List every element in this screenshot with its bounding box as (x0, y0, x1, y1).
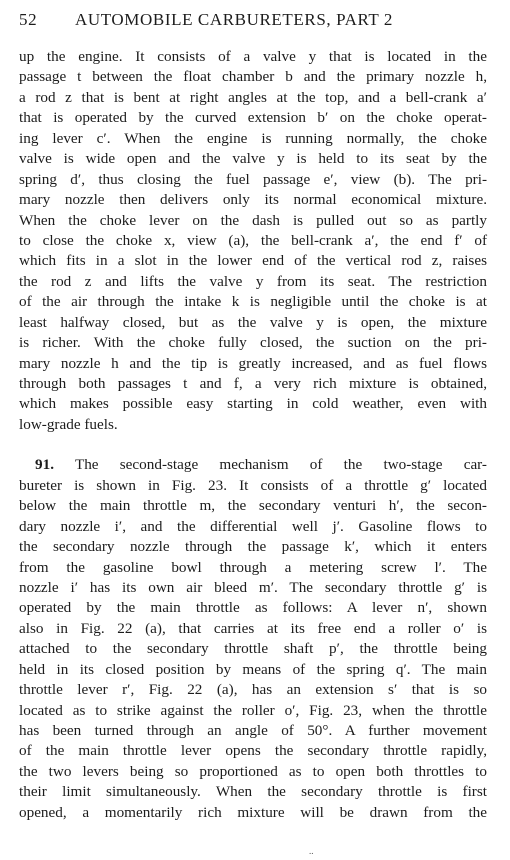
page-number: 52 (19, 10, 38, 29)
text-line: attached to the secondary throttle shaft p′, the throttle being (19, 640, 487, 658)
text-line: valve is wide open and the valve y is held to its seat by the (19, 150, 487, 168)
text-line: the rod z and lifts the valve y from its seat. The restriction (19, 272, 487, 290)
paragraph-gap (19, 435, 487, 455)
text-line: a rod z that is bent at right angles at the top, and a bell-crank a′ (19, 88, 487, 106)
text-line: opened, a momentarily rich mixture will be drawn from the (19, 803, 487, 821)
section-first-line-text: The second-stage mechanism of the two-stage car- (74, 456, 487, 474)
text-line: up the engine. It consists of a valve y that is located in the (19, 48, 487, 65)
text-line: mary nozzle then delivers only its normal economical mixture. (19, 191, 487, 209)
text-line: through both passages t and f, a very rich mixture is obtained, (19, 375, 487, 392)
text-line: throttle lever r′, Fig. 22 (a), has an extension s′ that is so (19, 681, 487, 699)
text-line: low-grade fuels. (19, 415, 118, 433)
text-line: below the main throttle m, the secondary venturi h′, the secon- (19, 497, 487, 515)
text-line: mary nozzle h and the tip is greatly increased, and as fuel flows (19, 354, 487, 372)
text-line: which makes possible easy starting in cold weather, even with (19, 395, 487, 413)
text-line: nozzle i′ has its own air bleed m′. The secondary throttle g′ is (19, 578, 487, 596)
text-line: bureter is shown in Fig. 23. It consists of a throttle g′ located (19, 476, 487, 494)
text-line: is richer. With the choke fully closed, the suction on the pri- (19, 334, 487, 352)
section-91 (19, 455, 487, 823)
footer-mark: .. (309, 846, 314, 856)
section-first-line (19, 455, 487, 475)
text-line: that is operated by the curved extension b′ on the choke operat- (19, 109, 487, 127)
text-line: from the gasoline bowl through a metering screw l′. The (19, 558, 487, 576)
paragraph-continued (19, 47, 487, 435)
text-line: passage t between the float chamber b and the primary nozzle h, (19, 68, 487, 86)
text-line: operated by the main throttle as follows: A lever n′, shown (19, 599, 487, 617)
text-line: the two levers being so proportioned as to open both throttles to (19, 762, 487, 780)
text-line: their limit simultaneously. When the secondary throttle is first (19, 783, 487, 801)
text-line: which fits in a slot in the lower end of the vertical rod z, raises (19, 252, 487, 270)
text-line: of the air through the intake k is negligible until the choke is at (19, 293, 487, 311)
text-line: ing lever c′. When the engine is running normally, the choke (19, 129, 487, 147)
section-number: 91. (35, 456, 54, 474)
text-line: located as to strike against the roller o′, Fig. 23, when the throttle (19, 701, 487, 719)
text-line: least halfway closed, but as the valve y is open, the mixture (19, 313, 487, 331)
text-line: When the choke lever on the dash is pulled out so as partly (19, 211, 487, 229)
text-line: has been turned through an angle of 50°. A further movement (19, 722, 487, 739)
text-line: also in Fig. 22 (a), that carries at its free end a roller o′ is (19, 619, 487, 637)
body-text (19, 47, 487, 823)
text-line: dary nozzle i′, and the differential well j′. Gasoline flows to (19, 517, 487, 535)
text-line: the secondary nozzle through the passage k′, which it enters (19, 538, 487, 556)
page-header (19, 10, 487, 34)
book-page (19, 0, 487, 860)
text-line: to close the choke x, view (a), the bell-crank a′, the end f′ of (19, 231, 487, 249)
text-line: spring d′, thus closing the fuel passage e′, view (b). The pri- (19, 170, 487, 188)
running-title: AUTOMOBILE CARBURETERS, PART 2 (75, 10, 393, 29)
text-line: of the main throttle lever opens the secondary throttle rapidly, (19, 742, 487, 760)
text-line: held in its closed position by means of the spring q′. The main (19, 660, 487, 678)
